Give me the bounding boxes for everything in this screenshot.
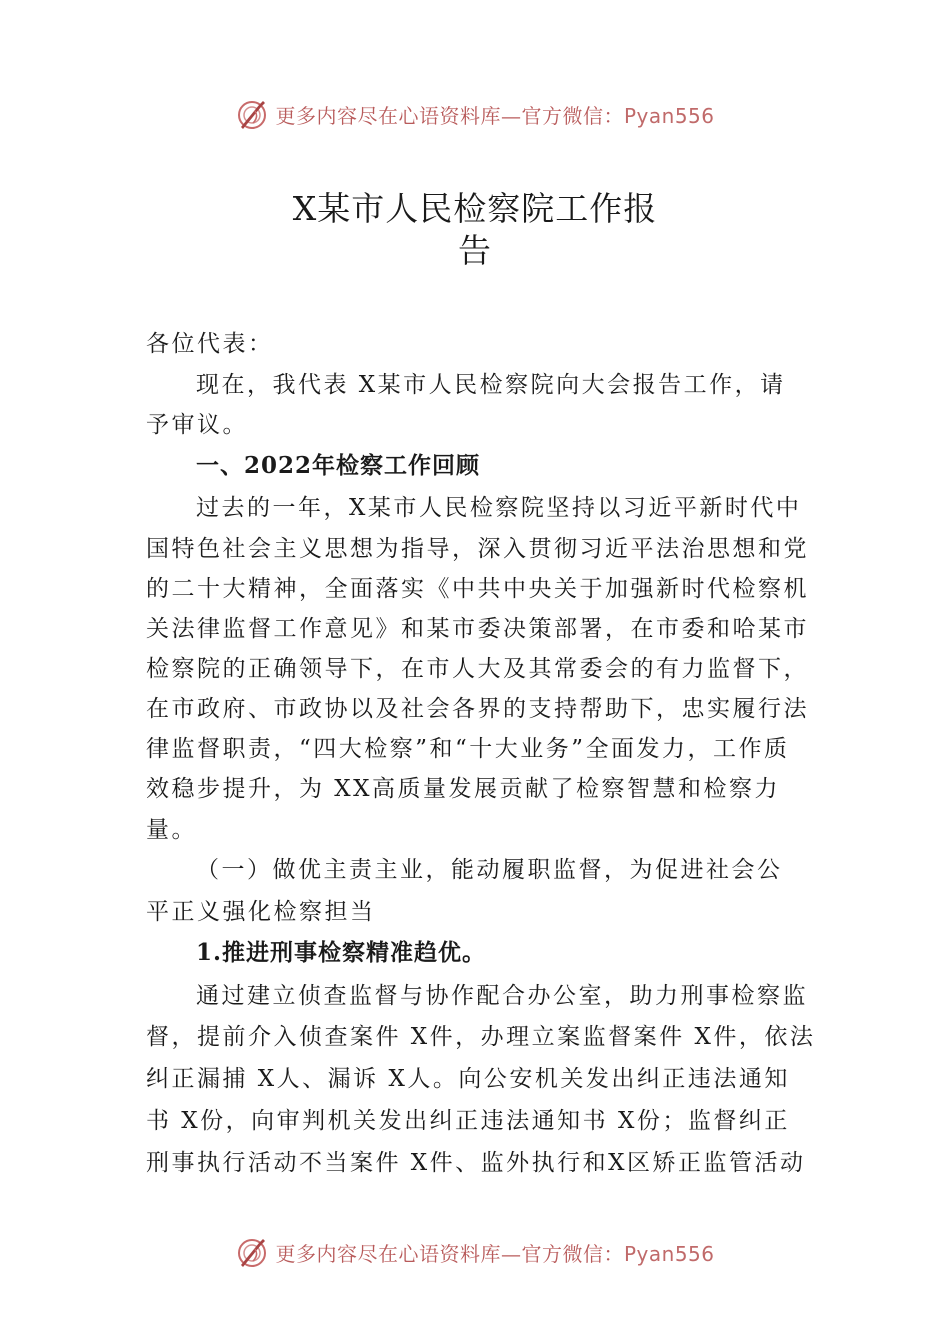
footer-watermark [0,1232,950,1272]
document-title [0,188,950,272]
body-line: 的二十大精神，全面落实《中共中央关于加强新时代检察机 [146,576,809,602]
subsection-heading: （一）做优主责主业，能动履职监督，为促进社会公 [196,857,783,883]
salutation: 各位代表： [146,331,274,357]
subsection-heading-cont: 平正义强化检察担当 [146,899,376,925]
body-line: 量。 [146,817,197,843]
quill-logo-icon [235,97,269,131]
section-heading: 一、2022年检察工作回顾 [196,452,481,479]
body-line: 律监督职责，“四大检察”和“十大业务”全面发力，工作质 [146,736,790,762]
body-line: 过去的一年，X某市人民检察院坚持以习近平新时代中 [196,495,802,521]
title-line-2: 告 [458,231,492,270]
title-line-1: X某市人民检察院工作报 [292,189,658,228]
body-line: 在市政府、市政协以及社会各界的支持帮助下，忠实履行法 [146,696,809,722]
body-line: 刑事执行活动不当案件 X件、监外执行和X区矫正监管活动 [146,1150,806,1176]
body-line: 予审议。 [146,412,248,438]
watermark-text: 更多内容尽在心语资料库—官方微信：Pyan556 [275,1241,715,1266]
watermark-text: 更多内容尽在心语资料库—官方微信：Pyan556 [275,103,715,128]
body-line: 现在，我代表 X某市人民检察院向大会报告工作，请 [196,372,786,398]
body-line: 通过建立侦查监督与协作配合办公室，助力刑事检察监 [196,983,808,1009]
quill-logo-icon [235,1235,269,1269]
body-line: 效稳步提升，为 XX高质量发展贡献了检察智慧和检察力 [146,776,781,802]
item-heading: 1.推进刑事检察精准趋优。 [196,939,487,966]
body-line: 纠正漏捕 X人、漏诉 X人。向公安机关发出纠正违法通知 [146,1066,790,1092]
body-line: 检察院的正确领导下，在市人大及其常委会的有力监督下， [146,656,809,682]
body-line: 国特色社会主义思想为指导，深入贯彻习近平法治思想和党 [146,536,809,562]
body-line: 关法律监督工作意见》和某市委决策部署，在市委和哈某市 [146,616,809,642]
body-line: 书 X份，向审判机关发出纠正违法通知书 X份；监督纠正 [146,1108,790,1134]
body-line: 督，提前介入侦查案件 X件，办理立案监督案件 X件，依法 [146,1024,816,1050]
header-watermark [0,94,950,134]
